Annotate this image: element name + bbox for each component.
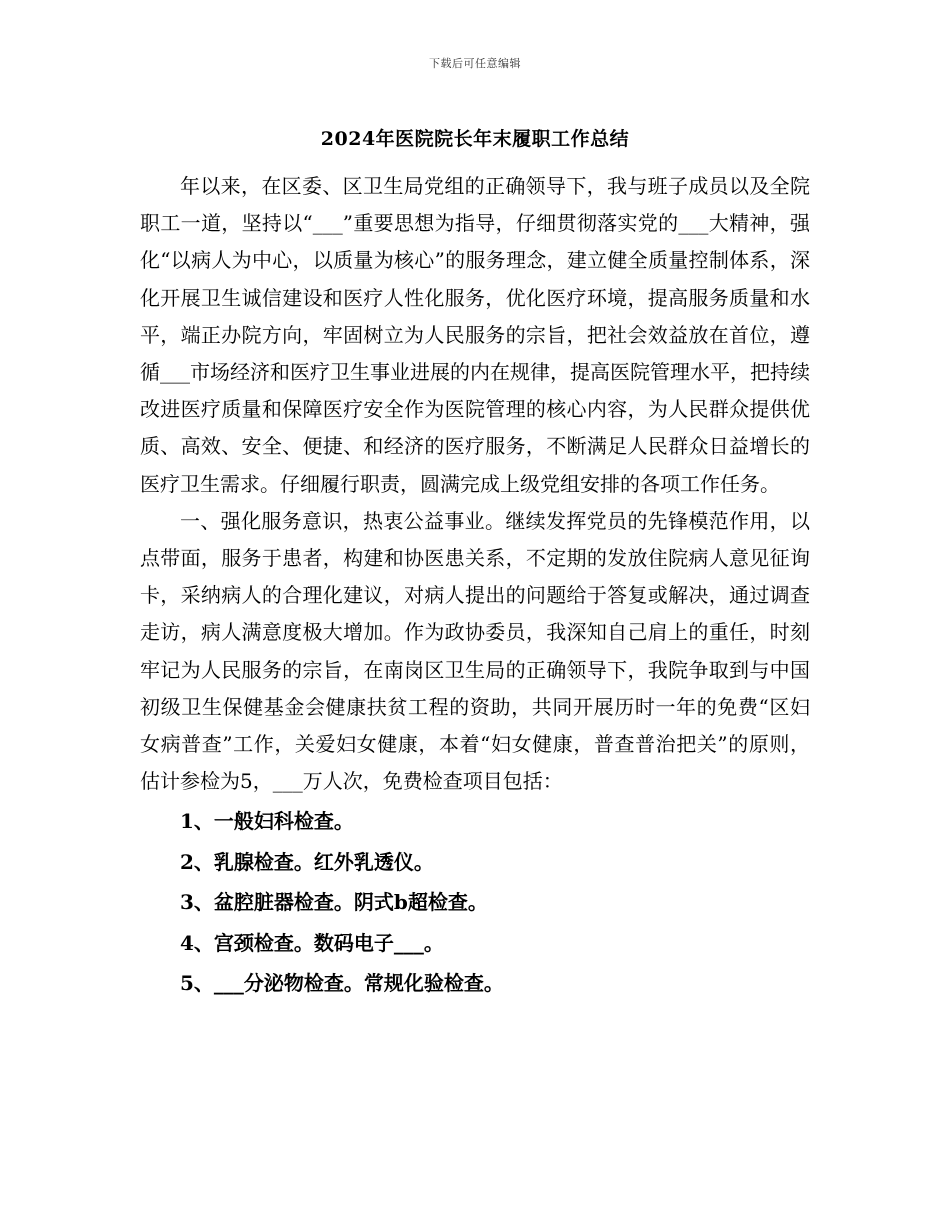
list-item: 5、___分泌物检查。常规化验检查。 <box>180 971 504 996</box>
list-item: 1、一般妇科检查。 <box>180 809 354 834</box>
list-item: 4、宫颈检查。数码电子___。 <box>180 930 444 955</box>
paragraph-section-one: 一、强化服务意识，热衷公益事业。继续发挥党员的先锋模范作用，以点带面，服务于患者，构建和协医患关系，不定期的发放住院病人意见征询卡，采纳病人的合理化建议，对病人提出的问题给于答复或解决，通过调查走访，病人满意度极大增加。作为政协委员，我深知自己肩上的重任，时刻牢记为人民服务的宗旨，在南岗区卫生局的正确领导下，我院争取到与中国初级卫生保健基金会健康扶贫工程的资助，共同开展历时一年的免费“区妇女病普查”工作，关爱妇女健康，本着“妇女健康，普查普治把关”的原则，估计参检为5，___万人次，免费检查项目包括： <box>140 508 810 794</box>
list-item: 2、乳腺检查。红外乳透仪。 <box>180 849 434 874</box>
header-note: 下载后可任意编辑 <box>429 57 521 70</box>
paragraph-intro: 年以来，在区委、区卫生局党组的正确领导下，我与班子成员以及全院职工一道，坚持以“___”重要思想为指导，仔细贯彻落实党的___大精神，强化“以病人为中心，以质量为核心”的服务理念，建立健全质量控制体系，深化开展卫生诚信建设和医疗人性化服务，优化医疗环境，提高服务质量和水平，端正办院方向，牢固树立为人民服务的宗旨，把社会效益放在首位，遵循___市场经济和医疗卫生事业进展的内在规律，提高医院管理水平，把持续改进医疗质量和保障医疗安全作为医院管理的核心内容，为人民群众提供优质、高效、安全、便捷、和经济的医疗服务，不断满足人民群众日益增长的医疗卫生需求。仔细履行职责，圆满完成上级党组安排的各项工作任务。 <box>140 174 810 496</box>
list-item: 3、盆腔脏器检查。阴式b超检查。 <box>180 890 488 915</box>
document-title: 2024年医院院长年末履职工作总结 <box>320 128 630 150</box>
document-body <box>140 168 810 1004</box>
